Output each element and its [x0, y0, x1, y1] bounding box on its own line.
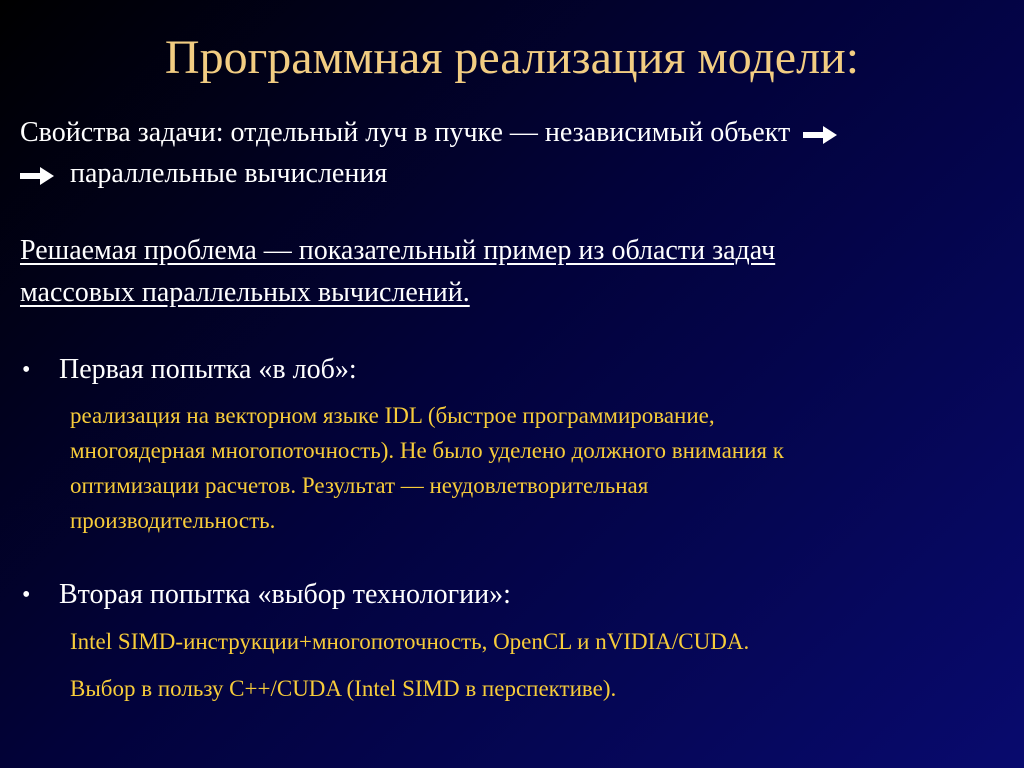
right-arrow-icon: [803, 126, 837, 144]
problem-line-2: массовых параллельных вычислений.: [20, 277, 470, 308]
attempt1-detail-line: производительность.: [70, 508, 276, 533]
bullet-point: •: [22, 357, 31, 383]
attempt1-detail-line: многоядерная многопоточность). Не было уделено должного внимания к: [70, 438, 784, 463]
attempt2-heading: Вторая попытка «выбор технологии»:: [59, 579, 511, 610]
properties-line-1: [20, 113, 837, 153]
right-arrow-icon: [20, 167, 54, 185]
attempt2-detail-line: Выбор в пользу C++/CUDA (Intel SIMD в перспективе).: [70, 676, 617, 701]
attempt1-detail-line: оптимизации расчетов. Результат — неудовлетворительная: [70, 473, 649, 498]
bullet-point: •: [22, 582, 31, 608]
attempt1-heading: Первая попытка «в лоб»:: [59, 354, 357, 385]
properties-text-2: параллельные вычисления: [70, 158, 388, 189]
properties-text-1: Свойства задачи: отдельный луч в пучке — независимый объект: [20, 117, 791, 148]
properties-line-2: [20, 154, 387, 194]
problem-line-1: Решаемая проблема — показательный пример из области задач: [20, 235, 776, 266]
attempt1-detail-line: реализация на векторном языке IDL (быстрое программирование,: [70, 403, 715, 428]
slide-title: Программная реализация модели:: [164, 31, 860, 84]
attempt2-detail-line: Intel SIMD-инструкции+многопоточность, OpenCL и nVIDIA/CUDA.: [70, 629, 750, 654]
